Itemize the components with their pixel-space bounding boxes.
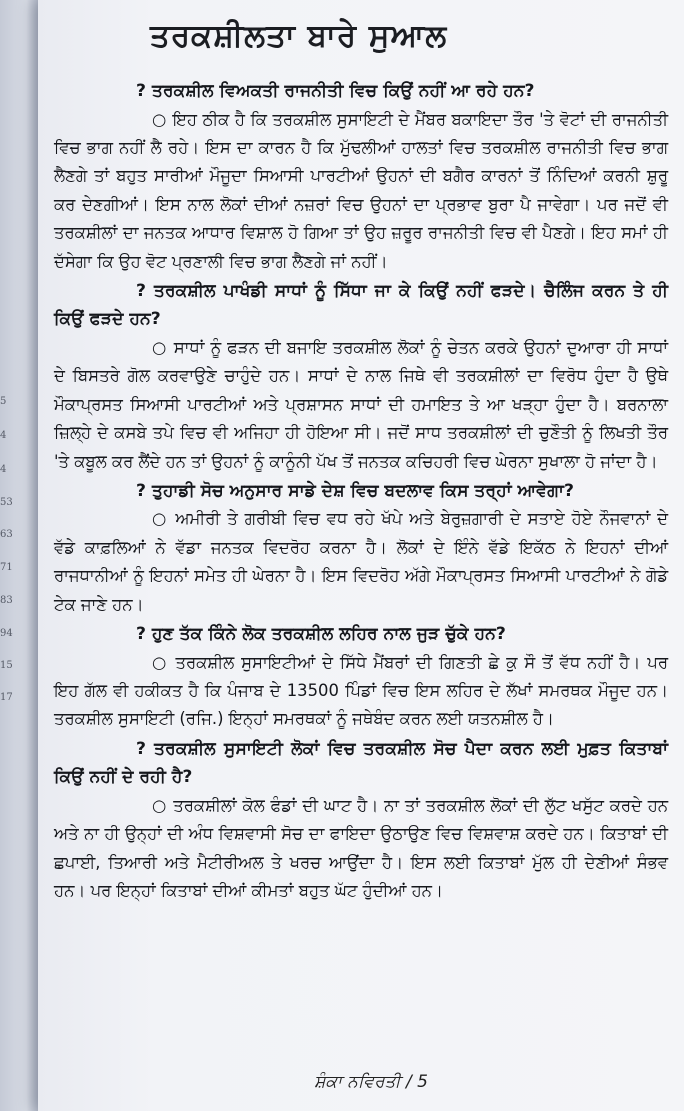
question-5: ? ਤਰਕਸ਼ੀਲ ਸੁਸਾਇਟੀ ਲੋਕਾਂ ਵਿਚ ਤਰਕਸ਼ੀਲ ਸੋਚ ਪੈਦਾ ਕਰਨ ਲਈ ਮੁਫ਼ਤ ਕਿਤਾਬਾਂ ਕਿਉਂ ਨਹੀਂ ਦੇ ਰਹੀ ਹੈ? [54, 738, 668, 788]
gutter-number: 71 [0, 562, 13, 573]
answer-5 [54, 792, 668, 906]
answer-1 [54, 106, 668, 276]
page-title: ਤਰਕਸ਼ੀਲਤਾ ਬਾਰੇ ਸੁਆਲ [150, 18, 448, 54]
question-4: ? ਹੁਣ ਤੱਕ ਕਿੰਨੇ ਲੋਕ ਤਰਕਸ਼ੀਲ ਲਹਿਰ ਨਾਲ ਜੁੜ ਚੁੱਕੇ ਹਨ? [136, 624, 506, 645]
question-3: ? ਤੁਹਾਡੀ ਸੋਚ ਅਨੁਸਾਰ ਸਾਡੇ ਦੇਸ਼ ਵਿਚ ਬਦਲਾਵ ਕਿਸ ਤਰ੍ਹਾਂ ਆਵੇਗਾ? [136, 480, 574, 501]
gutter-number: 4 [0, 464, 7, 475]
question-2: ? ਤਰਕਸ਼ੀਲ ਪਾਖੰਡੀ ਸਾਧਾਂ ਨੂੰ ਸਿੱਧਾ ਜਾ ਕੇ ਕਿਉਂ ਨਹੀਂ ਫੜਦੇ। ਚੈਲਿੰਜ ਕਰਨ ਤੇ ਹੀ ਕਿਉਂ ਫੜਦੇ ਹਨ? [54, 280, 668, 330]
answer-4 [54, 649, 668, 734]
gutter-number: 94 [0, 628, 13, 639]
question-1: ? ਤਰਕਸ਼ੀਲ ਵਿਅਕਤੀ ਰਾਜਨੀਤੀ ਵਿਚ ਕਿਉਂ ਨਹੀਂ ਆ ਰਹੇ ਹਨ? [136, 81, 535, 101]
answer-3 [54, 505, 668, 619]
answer-circle-icon: ○ [152, 652, 176, 672]
answer-5-text: ਤਰਕਸ਼ੀਲਾਂ ਕੋਲ ਫੰਡਾਂ ਦੀ ਘਾਟ ਹੈ। ਨਾ ਤਾਂ ਤਰਕਸ਼ੀਲ ਲੋਕਾਂ ਦੀ ਲੁੱਟ ਖਸੁੱਟ ਕਰਦੇ ਹਨ ਅਤੇ ਨਾ ਹੀ ਉਨ੍ਹਾਂ ਦੀ ਅੰਧ ਵਿਸ਼ਵਾਸੀ ਸੋਚ ਦਾ ਫਾਇਦਾ ਉਠਾਉਣ ਵਿਚ ਵਿਸ਼ਵਾਸ਼ ਕਰਦੇ ਹਨ। ਕਿਤਾਬਾਂ ਦੀ ਛਪਾਈ, ਤਿਆਰੀ ਅਤੇ ਮੈਟੀਰੀਅਲ ਤੇ ਖਰਚ ਆਉਂਦਾ ਹੈ। ਇਸ ਲਈ ਕਿਤਾਬਾਂ ਮੁੱਲ ਹੀ ਦੇਣੀਆਂ ਸੰਭਵ ਹਨ। ਪਰ ਇਨ੍ਹਾਂ ਕਿਤਾਬਾਂ ਦੀਆਂ ਕੀਮਤਾਂ ਬਹੁਤ ਘੱਟ ਹੁੰਦੀਆਂ ਹਨ। [54, 795, 669, 901]
answer-2-text: ਸਾਧਾਂ ਨੂੰ ਫੜਨ ਦੀ ਬਜਾਇ ਤਰਕਸ਼ੀਲ ਲੋਕਾਂ ਨੂੰ ਚੇਤਨ ਕਰਕੇ ਉਹਨਾਂ ਦੁਆਰਾ ਹੀ ਸਾਧਾਂ ਦੇ ਬਿਸਤਰੇ ਗੋਲ ਕਰਵਾਉਣੇ ਚਾਹੁੰਦੇ ਹਨ। ਸਾਧਾਂ ਦੇ ਨਾਲ ਜਿਥੇ ਵੀ ਤਰਕਸ਼ੀਲਾਂ ਦਾ ਵਿਰੋਧ ਹੁੰਦਾ ਹੈ ਉਥੇ ਮੌਕਾਪ੍ਰਸਤ ਸਿਆਸੀ ਪਾਰਟੀਆਂ ਅਤੇ ਪ੍ਰਸ਼ਾਸਨ ਸਾਧਾਂ ਦੀ ਹਮਾਇਤ ਤੇ ਆ ਖੜ੍ਹਾ ਹੁੰਦਾ ਹੈ। ਬਰਨਾਲਾ ਜ਼ਿਲ੍ਹੇ ਦੇ ਕਸਬੇ ਤਪੇ ਵਿਚ ਵੀ ਅਜਿਹਾ ਹੀ ਹੋਇਆ ਸੀ। ਜਦੋਂ ਸਾਧ ਤਰਕਸ਼ੀਲਾਂ ਦੀ ਚੁਣੌਤੀ ਨੂੰ ਲਿਖਤੀ ਤੌਰ 'ਤੇ ਕਬੂਲ ਕਰ ਲੈਂਦੇ ਹਨ ਤਾਂ ਉਹਨਾਂ ਨੂੰ ਕਾਨੂੰਨੀ ਪੱਖ ਤੋਂ ਜਨਤਕ ਕਚਿਹਰੀ ਵਿਚ ਘੇਰਨਾ ਸੁਖਾਲਾ ਹੋ ਜਾਂਦਾ ਹੈ। [54, 337, 668, 471]
page-footer: ਸ਼ੰਕਾ ਨਵਿਰਤੀ / 5 [314, 1072, 428, 1092]
gutter-number: 83 [0, 595, 13, 606]
book-gutter [0, 0, 38, 1111]
page-content [54, 18, 668, 906]
answer-4-text: ਤਰਕਸ਼ੀਲ ਸੁਸਾਇਟੀਆਂ ਦੇ ਸਿੱਧੇ ਮੈਂਬਰਾਂ ਦੀ ਗਿਣਤੀ ਛੇ ਕੁ ਸੌ ਤੋਂ ਵੱਧ ਨਹੀਂ ਹੈ। ਪਰ ਇਹ ਗੱਲ ਵੀ ਹਕੀਕਤ ਹੈ ਕਿ ਪੰਜਾਬ ਦੇ 13500 ਪਿੰਡਾਂ ਵਿਚ ਇਸ ਲਹਿਰ ਦੇ ਲੱਖਾਂ ਸਮਰਥਕ ਮੌਜੂਦ ਹਨ। ਤਰਕਸ਼ੀਲ ਸੁਸਾਇਟੀ (ਰਜਿ.) ਇਨ੍ਹਾਂ ਸਮਰਥਕਾਂ ਨੂੰ ਜਥੇਬੰਦ ਕਰਨ ਲਈ ਯਤਨਸ਼ੀਲ ਹੈ। [54, 652, 669, 729]
gutter-number: 53 [0, 497, 13, 508]
gutter-number: 5 [0, 396, 7, 407]
gutter-number: 17 [0, 692, 13, 703]
answer-circle-icon: ○ [152, 109, 173, 129]
gutter-number: 15 [0, 660, 13, 671]
answer-1-text: ਇਹ ਠੀਕ ਹੈ ਕਿ ਤਰਕਸ਼ੀਲ ਸੁਸਾਇਟੀ ਦੇ ਮੈਂਬਰ ਬਕਾਇਦਾ ਤੌਰ 'ਤੇ ਵੋਟਾਂ ਦੀ ਰਾਜਨੀਤੀ ਵਿਚ ਭਾਗ ਨਹੀਂ ਲੈ ਰਹੇ। ਇਸ ਦਾ ਕਾਰਨ ਹੈ ਕਿ ਮੁੱਢਲੀਆਂ ਹਾਲਤਾਂ ਵਿਚ ਤਰਕਸ਼ੀਲ ਰਾਜਨੀਤੀ ਵਿਚ ਭਾਗ ਲੈਣਗੇ ਤਾਂ ਬਹੁਤ ਸਾਰੀਆਂ ਮੌਜੂਦਾ ਸਿਆਸੀ ਪਾਰਟੀਆਂ ਉਹਨਾਂ ਦੀ ਬਗੈਰ ਕਾਰਨਾਂ ਤੋਂ ਨਿੰਦਿਆਂ ਕਰਨੀ ਸ਼ੁਰੂ ਕਰ ਦੇਣਗੀਆਂ। ਇਸ ਨਾਲ ਲੋਕਾਂ ਦੀਆਂ ਨਜ਼ਰਾਂ ਵਿਚ ਉਹਨਾਂ ਦਾ ਪ੍ਰਭਾਵ ਬੁਰਾ ਪੈ ਜਾਵੇਗਾ। ਪਰ ਜਦੋਂ ਵੀ ਤਰਕਸ਼ੀਲਾਂ ਦਾ ਜਨਤਕ ਆਧਾਰ ਵਿਸ਼ਾਲ ਹੋ ਗਿਆ ਤਾਂ ਉਹ ਜ਼ਰੂਰ ਰਾਜਨੀਤੀ ਵਿਚ ਵੀ ਪੈਣਗੇ। ਇਹ ਸਮਾਂ ਹੀ ਦੱਸੇਗਾ ਕਿ ਉਹ ਵੋਟ ਪ੍ਰਣਾਲੀ ਵਿਚ ਭਾਗ ਲੈਣਗੇ ਜਾਂ ਨਹੀਂ। [54, 109, 668, 271]
gutter-number: 4 [0, 430, 7, 441]
facing-page-numbers [0, 0, 14, 1111]
answer-3-text: ਅਮੀਰੀ ਤੇ ਗਰੀਬੀ ਵਿਚ ਵਧ ਰਹੇ ਖੱਪੇ ਅਤੇ ਬੇਰੁਜ਼ਗਾਰੀ ਦੇ ਸਤਾਏ ਹੋਏ ਨੌਜਵਾਨਾਂ ਦੇ ਵੱਡੇ ਕਾਫ਼ਲਿਆਂ ਨੇ ਵੱਡਾ ਜਨਤਕ ਵਿਦਰੋਹ ਕਰਨਾ ਹੈ। ਲੋਕਾਂ ਦੇ ਇੰਨੇ ਵੱਡੇ ਇਕੱਠ ਨੇ ਇਹਨਾਂ ਦੀਆਂ ਰਾਜਧਾਨੀਆਂ ਨੂੰ ਇਹਨਾਂ ਸਮੇਤ ਹੀ ਘੇਰਨਾ ਹੈ। ਇਸ ਵਿਦਰੋਹ ਅੱਗੇ ਮੌਕਾਪ੍ਰਸਤ ਸਿਆਸੀ ਪਾਰਟੀਆਂ ਨੇ ਗੋਡੇ ਟੇਕ ਜਾਣੇ ਹਨ। [54, 509, 668, 614]
answer-circle-icon: ○ [152, 795, 174, 815]
gutter-number: 63 [0, 529, 13, 540]
answer-circle-icon: ○ [152, 509, 176, 529]
book-page [38, 0, 684, 1111]
answer-2 [54, 334, 668, 476]
answer-circle-icon: ○ [152, 337, 174, 357]
